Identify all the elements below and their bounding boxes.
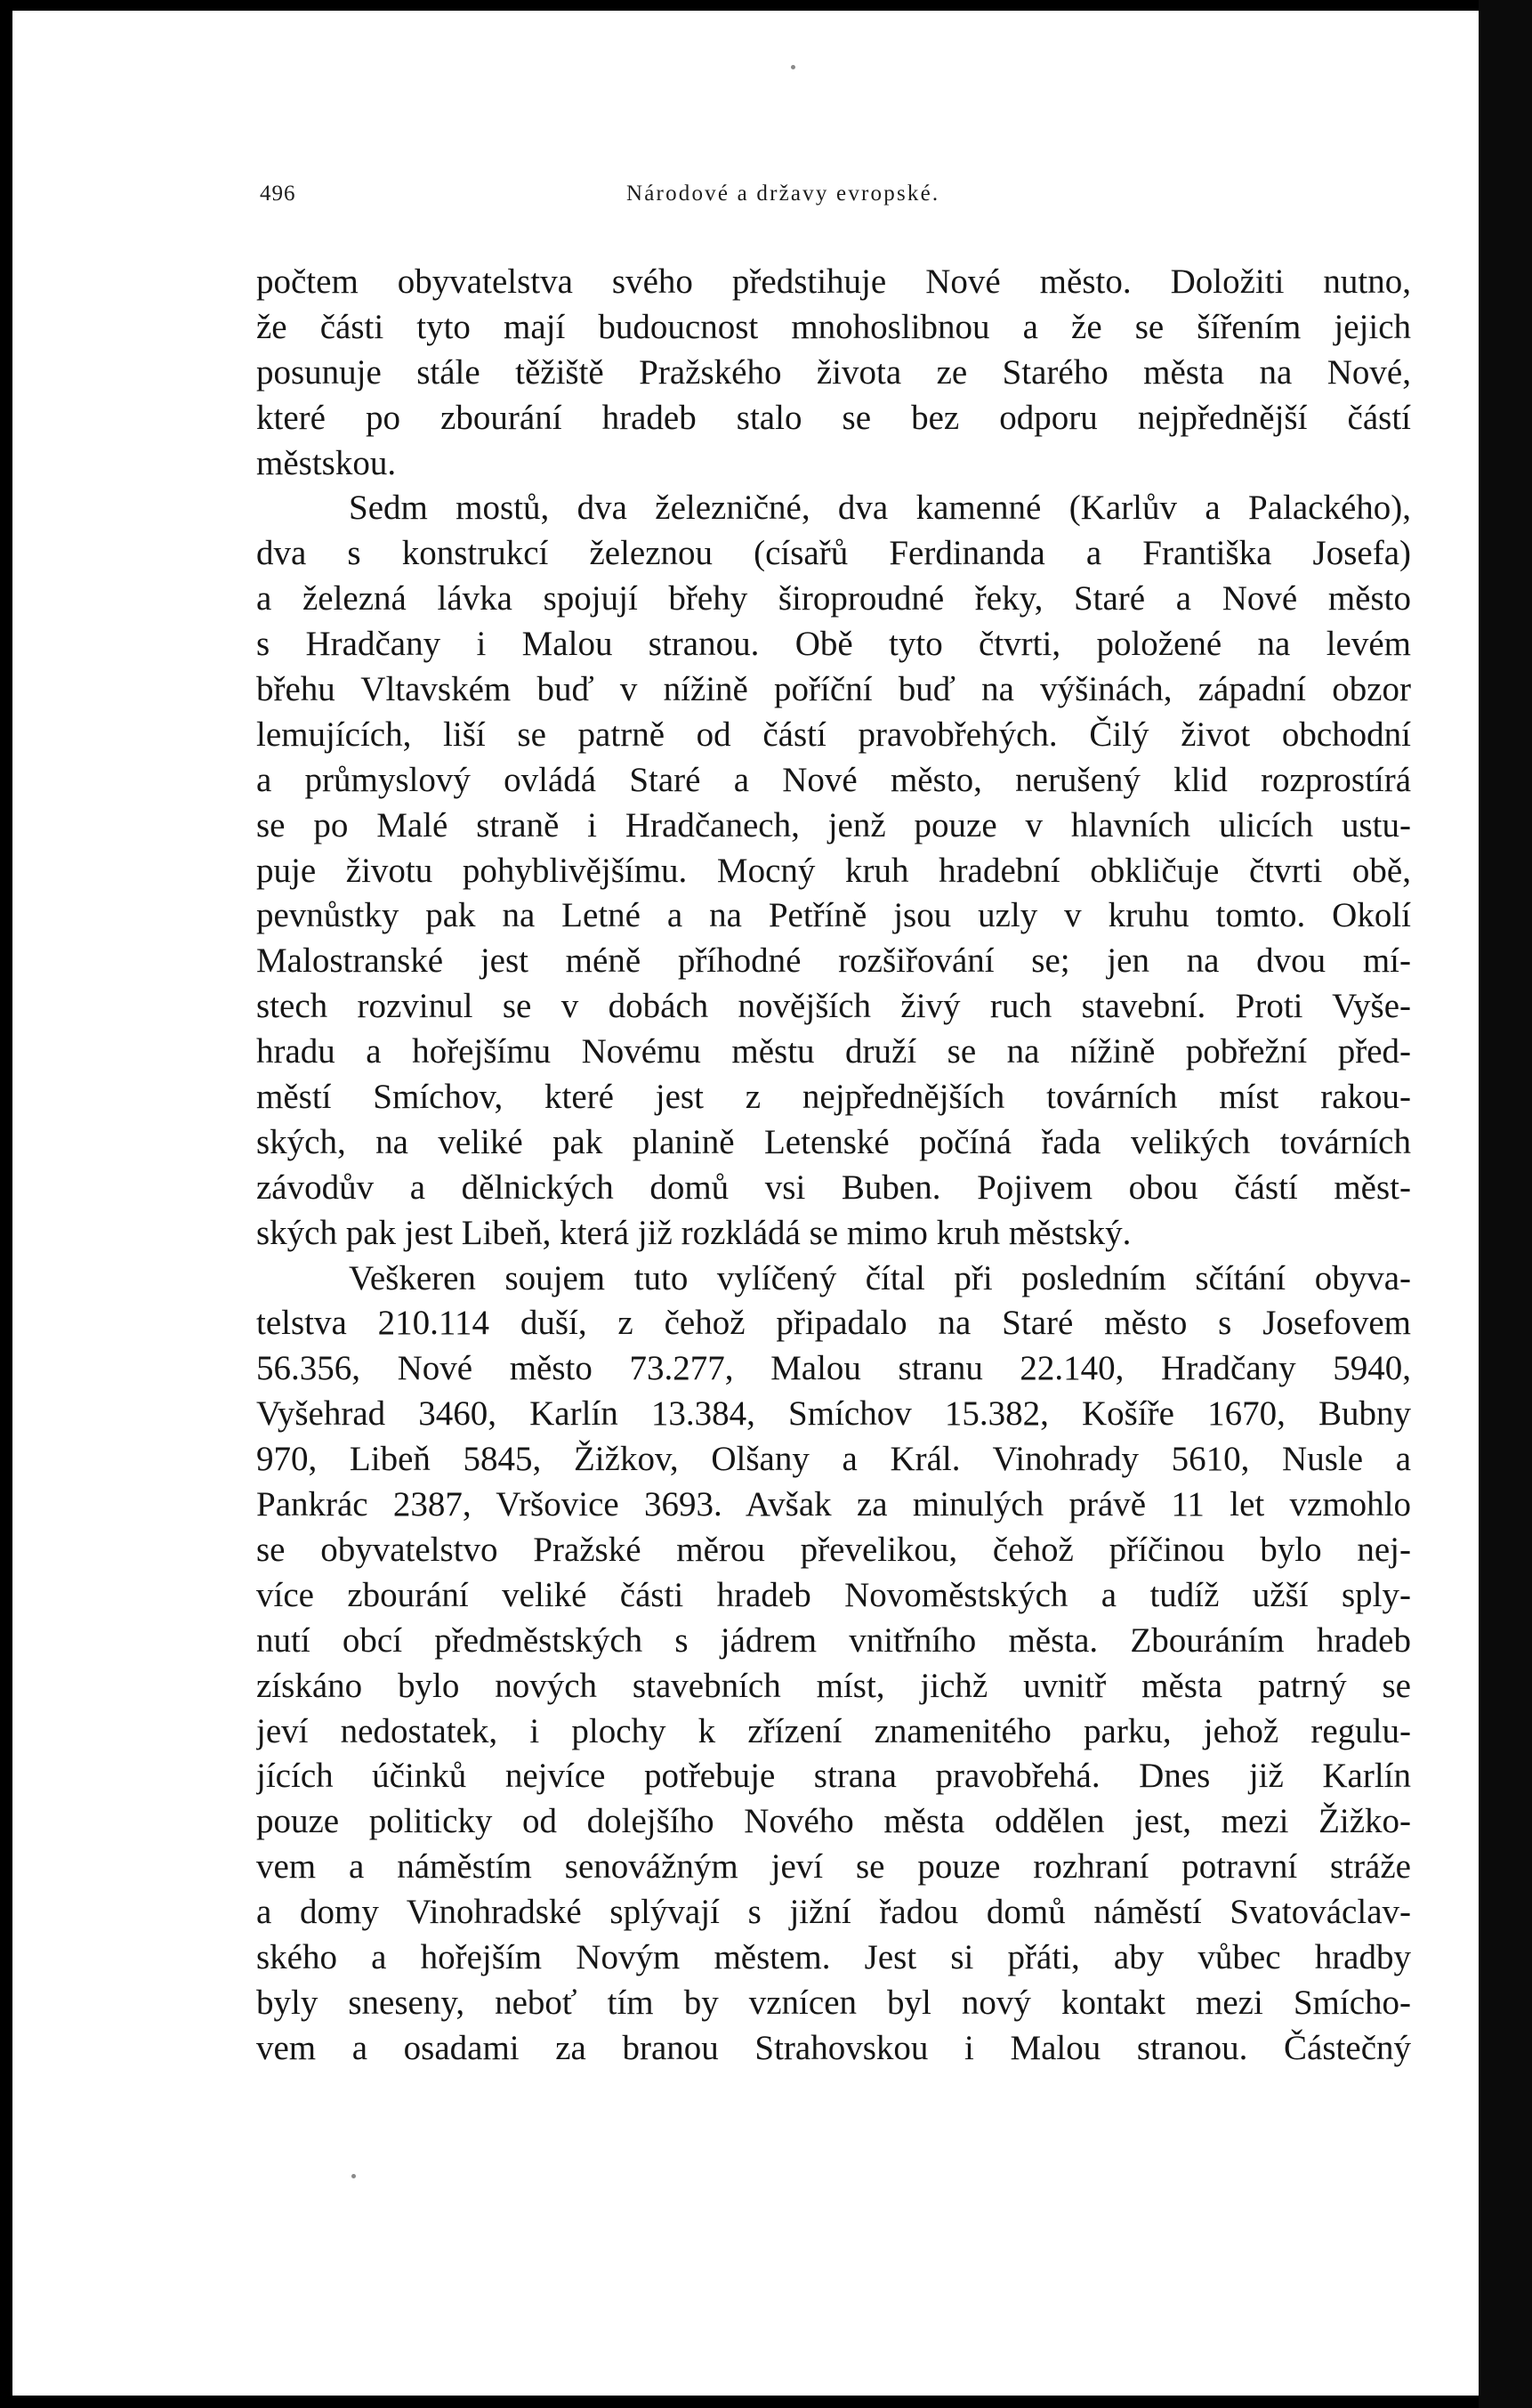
text-line: a železná lávka spojují břehy široproudné řeky, Staré a Nové město xyxy=(256,579,1411,618)
text-line: Sedm mostů, dva železničné, dva kamenné (Karlův a Palackého), xyxy=(349,489,1411,528)
running-header xyxy=(260,182,1416,212)
text-line: ských, na veliké pak planině Letenské počíná řada velikých továrních xyxy=(256,1122,1411,1161)
text-line: se obyvatelstvo Pražské měrou převelikou, čehož příčinou bylo nej- xyxy=(256,1530,1411,1569)
text-line: hradu a hořejšímu Novému městu druží se na nížině pobřežní před- xyxy=(256,1032,1411,1071)
text-line: nutí obcí předměstských s jádrem vnitřního města. Zbouráním hradeb xyxy=(256,1620,1411,1660)
text-line: ského a hořejším Novým městem. Jest si přáti, aby vůbec hradby xyxy=(256,1937,1411,1976)
text-line: posunuje stále těžiště Pražského života ze Starého města na Nové, xyxy=(256,352,1411,392)
speck-bottom xyxy=(351,2174,356,2178)
text-line: 56.356, Nové město 73.277, Malou stranu 22.140, Hradčany 5940, xyxy=(256,1349,1411,1388)
text-line: puje životu pohyblivějšímu. Mocný kruh hradební obkličuje čtvrti obě, xyxy=(256,851,1411,890)
text-line: 970, Libeň 5845, Žižkov, Olšany a Král. Vinohrady 5610, Nusle a xyxy=(256,1440,1411,1479)
text-line: Pankrác 2387, Vršovice 3693. Avšak za minulých právě 11 let vzmohlo xyxy=(256,1485,1411,1524)
text-line: a domy Vinohradské splývají s jižní řadou domů náměstí Svatováclav- xyxy=(256,1893,1411,1932)
running-title: Národové a državy evropské. xyxy=(626,182,940,206)
text-line: vem a náměstím senovážným jeví se pouze rozhraní potravní stráže xyxy=(256,1847,1411,1887)
text-line: vem a osadami za branou Strahovskou i Malou stranou. Částečný xyxy=(256,2028,1411,2067)
text-line: městí Smíchov, které jest z nejpřednějších továrních míst rakou- xyxy=(256,1078,1411,1117)
text-line: pouze politicky od dolejšího Nového města oddělen jest, mezi Žižko- xyxy=(256,1802,1411,1841)
text-line: pevnůstky pak na Letné a na Petříně jsou uzly v kruhu tomto. Okolí xyxy=(256,896,1411,935)
text-line: jících účinků nejvíce potřebuje strana pravobřehá. Dnes již Karlín xyxy=(256,1757,1411,1796)
text-line: stech rozvinul se v dobách novějších živý ruch stavební. Proti Vyše- xyxy=(256,987,1411,1026)
text-line: Veškeren soujem tuto vylíčený čítal při posledním sčítání obyva- xyxy=(349,1258,1411,1297)
text-line: závodův a dělnických domů vsi Buben. Pojivem obou částí měst- xyxy=(256,1168,1411,1207)
text-line: lemujících, liší se patrně od částí pravobřehých. Čilý život obchodní xyxy=(256,715,1411,754)
text-line: ských pak jest Libeň, která již rozkládá se mimo kruh městský. xyxy=(256,1213,1132,1252)
text-line: telstva 210.114 duší, z čehož připadalo na Staré město s Josefovem xyxy=(256,1304,1411,1343)
text-line: získáno bylo nových stavebních míst, jichž uvnitř města patrný se xyxy=(256,1666,1411,1705)
speck-top xyxy=(791,65,795,69)
text-line: více zbourání veliké části hradeb Novoměstských a tudíž užší sply- xyxy=(256,1575,1411,1614)
body-text xyxy=(256,260,1411,2072)
text-line: jeví nedostatek, i plochy k zřízení znamenitého parku, jehož regulu- xyxy=(256,1711,1411,1750)
text-line: dva s konstrukcí železnou (císařů Ferdinanda a Františka Josefa) xyxy=(256,534,1411,573)
text-line: byly sneseny, neboť tím by vznícen byl nový kontakt mezi Smícho- xyxy=(256,1983,1411,2022)
text-line: Vyšehrad 3460, Karlín 13.384, Smíchov 15.382, Košíře 1670, Bubny xyxy=(256,1394,1411,1434)
text-line: městskou. xyxy=(256,443,397,482)
scan-border xyxy=(1479,0,1532,2408)
page-number: 496 xyxy=(260,182,296,206)
text-line: Malostranské jest méně příhodné rozšiřování se; jen na dvou mí- xyxy=(256,941,1411,981)
text-line: s Hradčany i Malou stranou. Obě tyto čtvrti, položené na levém xyxy=(256,625,1411,664)
text-line: že části tyto mají budoucnost mnohoslibnou a že se šířením jejich xyxy=(256,307,1411,346)
text-line: a průmyslový ovládá Staré a Nové město, nerušený klid rozprostírá xyxy=(256,760,1411,799)
text-line: břehu Vltavském buď v nížině poříční buď na výšinách, západní obzor xyxy=(256,670,1411,709)
text-line: počtem obyvatelstva svého předstihuje Nové město. Doložiti nutno, xyxy=(256,263,1411,301)
text-line: které po zbourání hradeb stalo se bez odporu nejpřednější částí xyxy=(256,398,1411,437)
text-line: se po Malé straně i Hradčanech, jenž pouze v hlavních ulicích ustu- xyxy=(256,805,1411,844)
